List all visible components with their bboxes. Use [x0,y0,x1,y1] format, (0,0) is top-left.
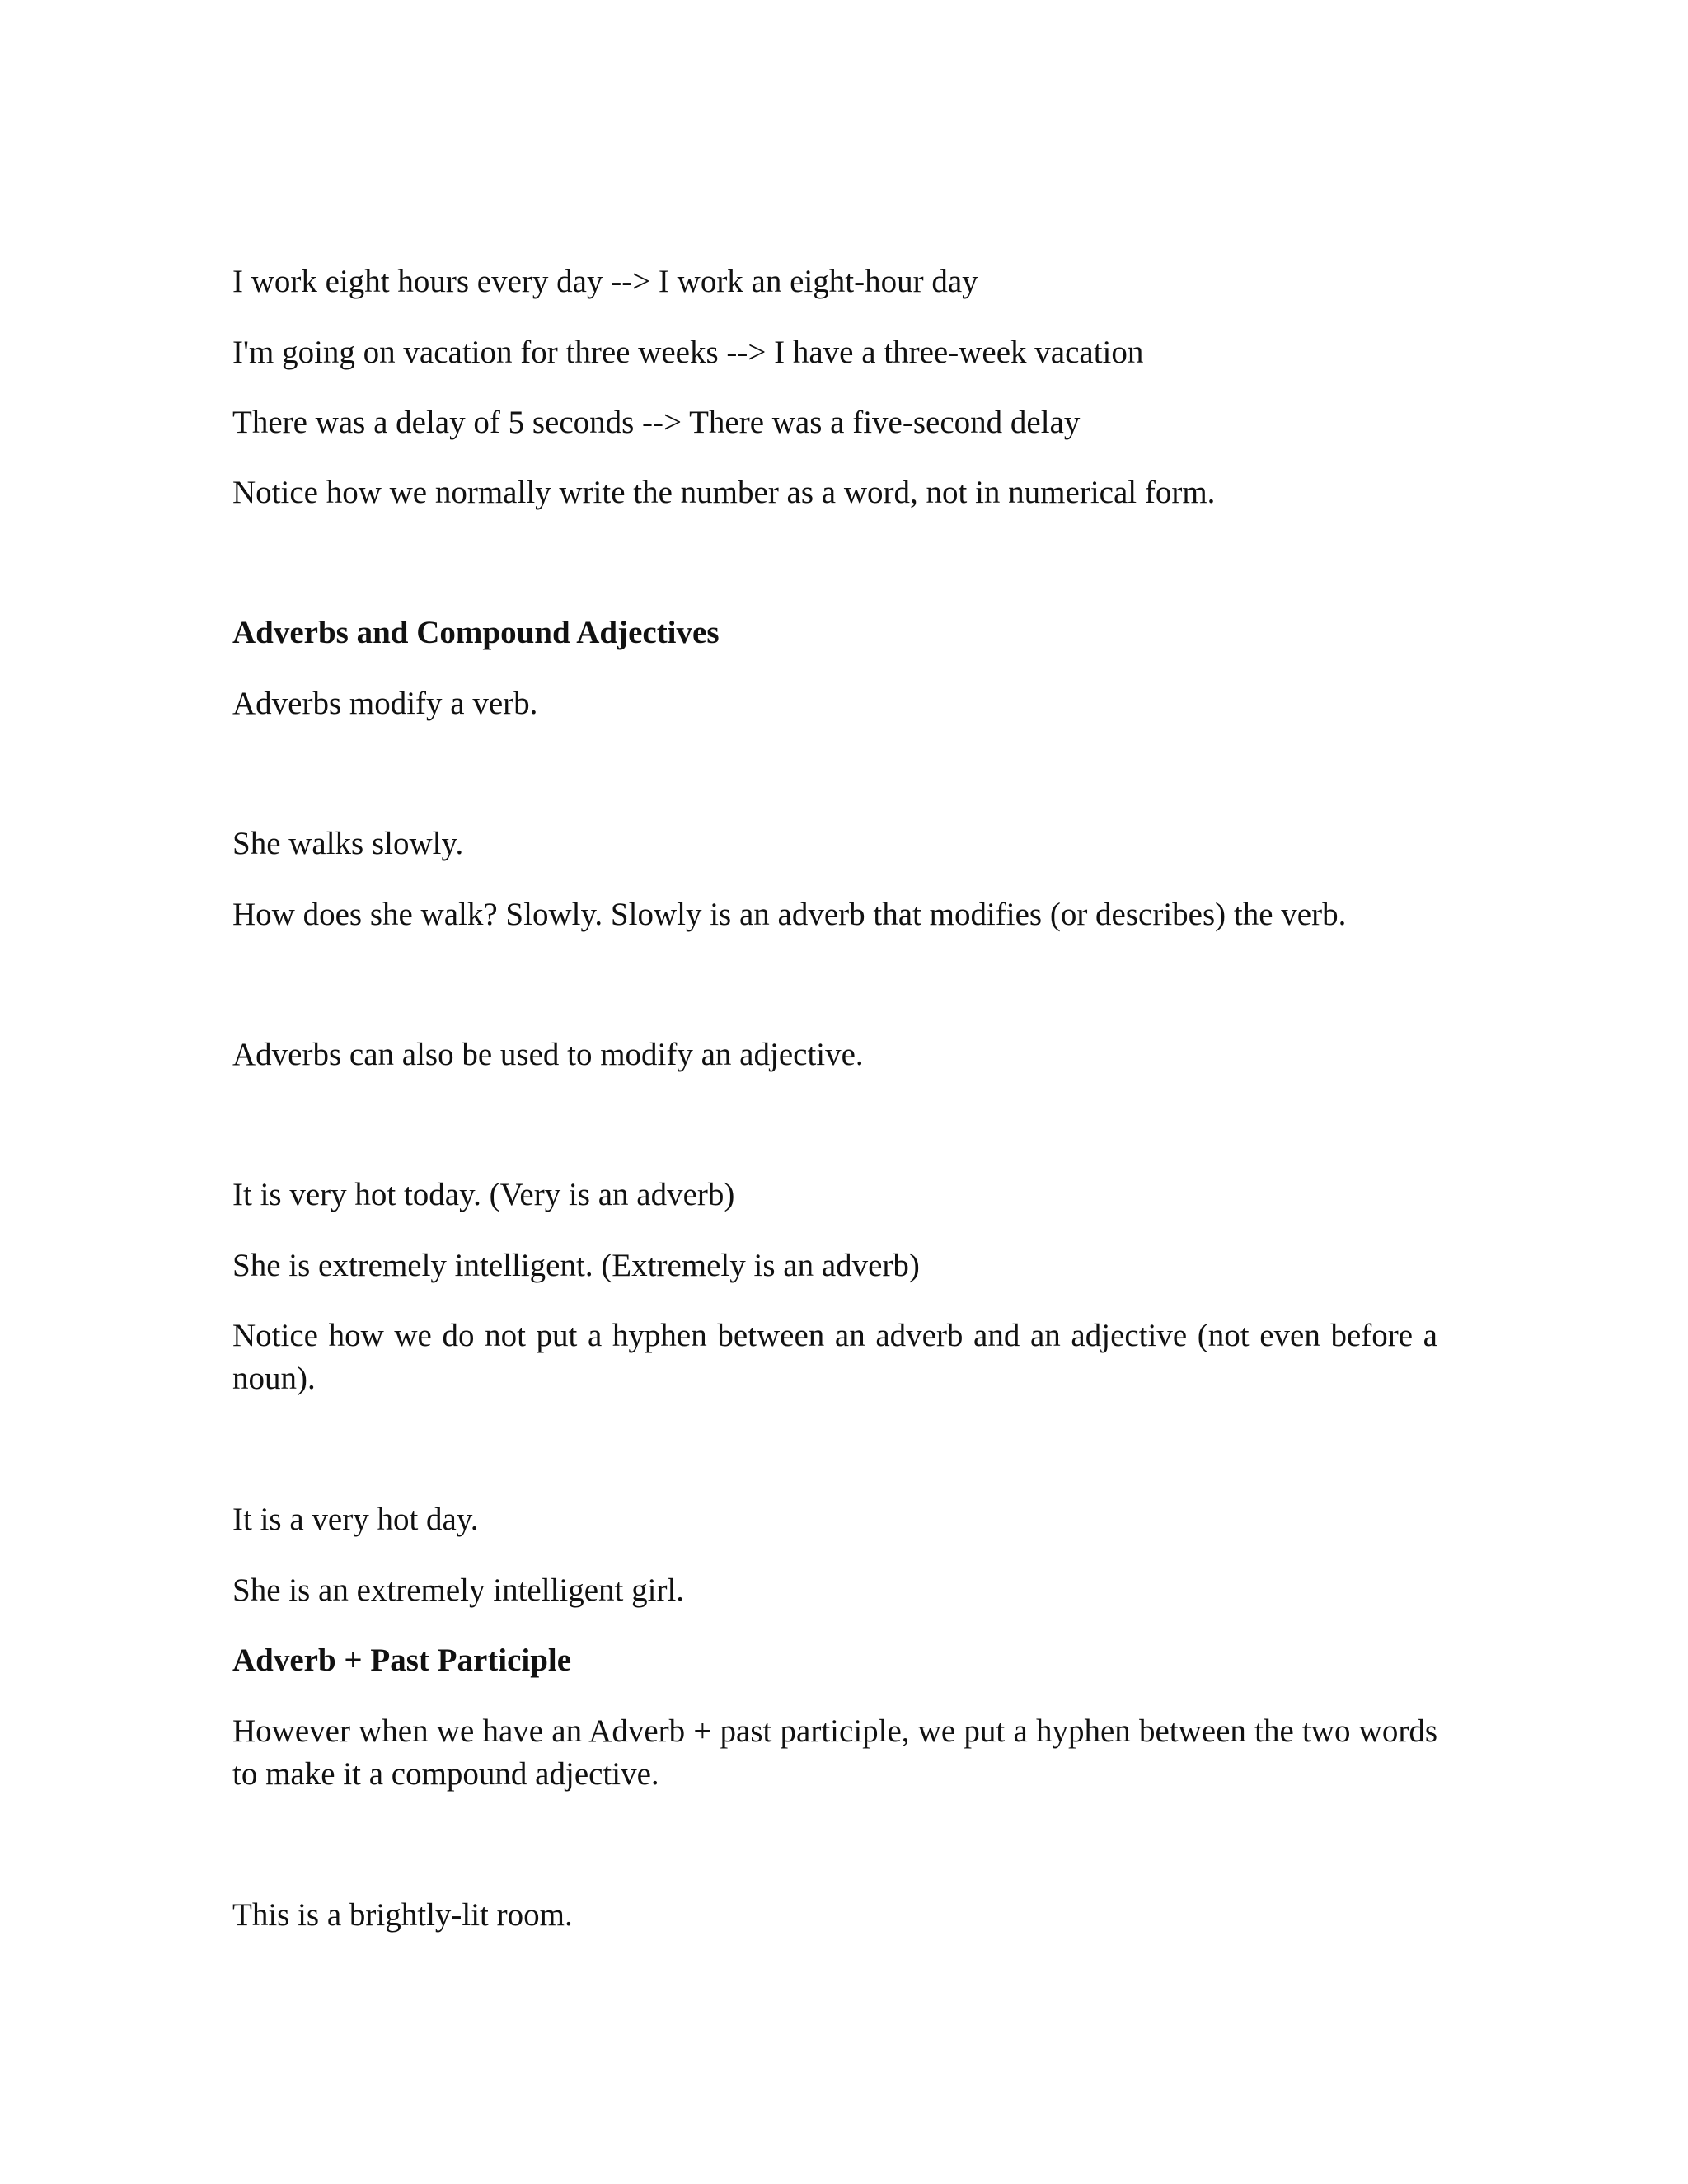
explanation-hyphen-past-participle: However when we have an Adverb + past participle, we put a hyphen between the two words to make it a compound adjective. [232,1713,1437,1792]
example-line-eight-hour: I work eight hours every day --> I work an eight-hour day [232,264,978,299]
example-line-three-week: I'm going on vacation for three weeks --> I have a three-week vacation [232,335,1144,370]
example-intelligent-girl: She is an extremely intelligent girl. [232,1572,685,1608]
example-very-hot-today: It is very hot today. (Very is an adverb) [232,1177,735,1212]
explanation-slowly: How does she walk? Slowly. Slowly is an adverb that modifies (or describes) the verb. [232,897,1347,932]
note-numerical-form: Notice how we normally write the number as a word, not in numerical form. [232,475,1216,510]
example-line-five-second: There was a delay of 5 seconds --> There was a five-second delay [232,405,1081,440]
example-very-hot-day: It is a very hot day. [232,1502,479,1537]
example-she-walks-slowly: She walks slowly. [232,826,464,861]
example-brightly-lit-room: This is a brightly-lit room. [232,1897,573,1933]
adverbs-modify-verb: Adverbs modify a verb. [232,686,538,721]
heading-adverb-past-participle: Adverb + Past Participle [232,1643,572,1678]
note-no-hyphen: Notice how we do not put a hyphen between an adverb and an adjective (not even before a noun). [232,1318,1437,1396]
example-extremely-intelligent: She is extremely intelligent. (Extremely is an adverb) [232,1248,920,1283]
heading-adverbs-compound-adjectives: Adverbs and Compound Adjectives [232,615,720,650]
adverbs-modify-adjective: Adverbs can also be used to modify an adjective. [232,1037,864,1072]
